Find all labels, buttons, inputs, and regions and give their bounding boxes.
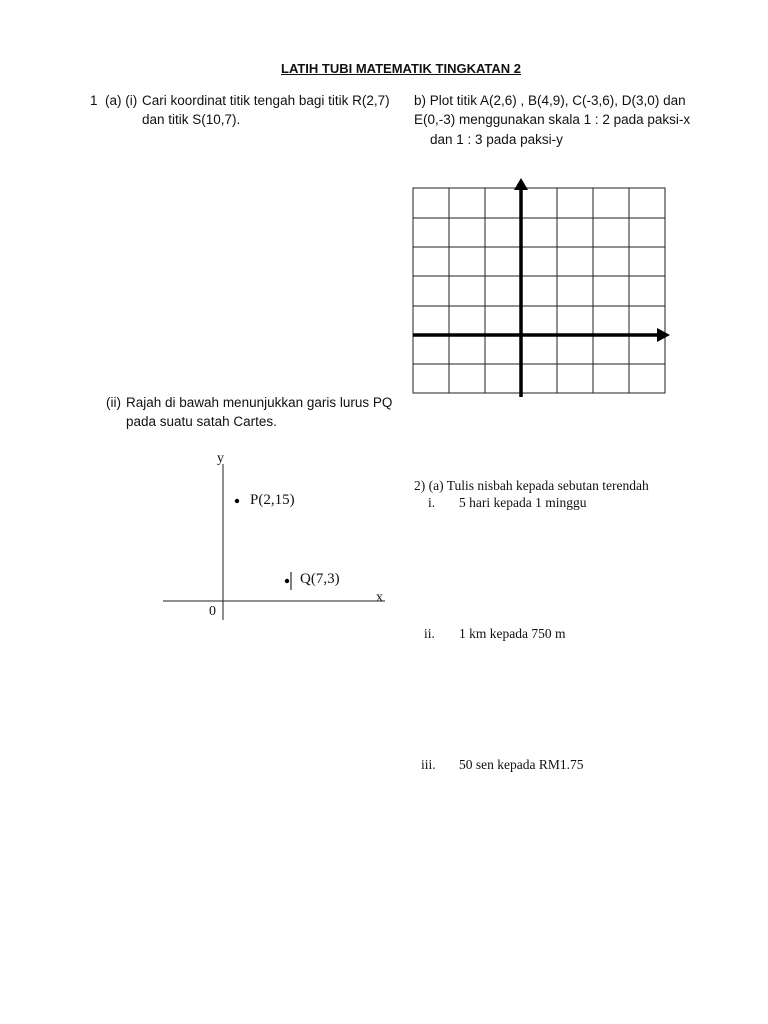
cartesian-grid: [410, 178, 680, 398]
point-q-label: Q(7,3): [300, 571, 340, 587]
question-1a-i-text-line1: Cari koordinat titik tengah bagi titik R(2,7): [142, 93, 390, 108]
question-2-item-text: 50 sen kepada RM1.75: [459, 757, 584, 772]
grid-lines: [413, 188, 665, 393]
question-2-item-text: 5 hari kepada 1 minggu: [459, 495, 587, 510]
point-q-dot: [285, 579, 289, 583]
grid-border: [413, 188, 665, 393]
question-2-header: 2) (a) Tulis nisbah kepada sebutan terendah: [414, 478, 649, 493]
question-1b-text-line1: b) Plot titik A(2,6) , B(4,9), C(-3,6), D(3,0) dan: [414, 93, 686, 108]
question-2-item-number: ii.: [424, 626, 435, 641]
y-axis-label: y: [217, 451, 224, 466]
point-p-dot: [235, 499, 239, 503]
question-1b-text-line3: dan 1 : 3 pada paksi-y: [430, 132, 563, 147]
question-1a-ii-label: (ii): [106, 395, 121, 410]
question-1b-text-line2: E(0,-3) menggunakan skala 1 : 2 pada paksi-x: [414, 112, 691, 127]
y-axis-arrow: [514, 178, 528, 190]
pq-diagram-axes: [160, 460, 400, 630]
question-1a-i-text-line2: dan titik S(10,7).: [142, 112, 241, 127]
point-p-label: P(2,15): [250, 492, 295, 508]
question-1-number: 1: [90, 93, 98, 108]
question-2-item-number: iii.: [421, 757, 436, 772]
origin-label: 0: [209, 604, 216, 619]
question-1a-i-label: (a) (i): [105, 93, 138, 108]
page-title: LATIH TUBI MATEMATIK TINGKATAN 2: [281, 61, 521, 76]
question-2-item-text: 1 km kepada 750 m: [459, 626, 566, 641]
question-2-item-number: i.: [428, 495, 436, 510]
question-1a-ii-text-line1: Rajah di bawah menunjukkan garis lurus PQ: [126, 395, 393, 410]
x-axis-label: x: [376, 590, 383, 605]
x-axis-arrow: [657, 328, 670, 342]
question-1a-ii-text-line2: pada suatu satah Cartes.: [126, 414, 277, 429]
